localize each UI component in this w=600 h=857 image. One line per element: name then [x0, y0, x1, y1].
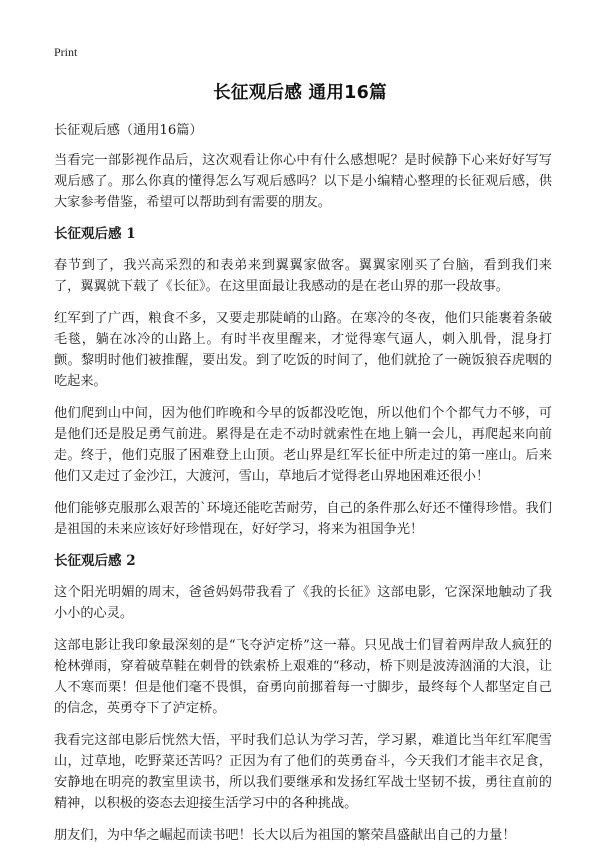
page-title: 长征观后感 通用16篇 [213, 83, 387, 103]
section-2-paragraph-2: 这部电影让我印象最深刻的是“飞夺泸定桥”这一幕。只见战士们冒着两岸敌人疯狂的枪林弹雨，穿着破草鞋在刺骨的铁索桥上艰难的“移动，桥下则是波涛汹涌的大浪，让人不寒而栗！但是他们毫不畏惧，奋勇向前挪着每一寸脚步，最终每个人都坚定自己的信念，英勇夺下了泸定桥。 [54, 638, 552, 716]
section-1-paragraph-4: 他们能够克服那么艰苦的`环境还能吃苦耐劳，自己的条件那么好还不懂得珍惜。我们是祖国的未来应该好好珍惜现在，好好学习，将来为祖国争光！ [54, 501, 552, 537]
section-1-paragraph-3: 他们爬到山中间，因为他们昨晚和今早的饭都没吃饱，所以他们个个都气力不够，可是他们还是股足勇气前进。累得是在走不动时就索性在地上躺一会儿，再爬起来向前走。终于，他们克服了困难登上山顶。老山界是红军长征中所走过的第一座山。后来他们又走过了金沙江，大渡河，雪山，草地后才觉得老山界地困难还很小！ [54, 406, 552, 484]
document-subtitle: 长征观后感（通用16篇） [54, 123, 203, 138]
section-2-paragraph-4: 朋友们，为中华之崛起而读书吧！长大以后为祖国的繁荣昌盛献出自己的力量！ [54, 828, 516, 843]
intro-paragraph: 当看完一部影视作品后，这次观看让你心中有什么感想呢？是时候静下心来好好写写观后感了。那么你真的懂得怎么写观后感吗？以下是小编精心整理的长征观后感，供大家参考借鉴，希望可以帮助到有需要的朋友。 [54, 153, 552, 210]
section-1-paragraph-2: 红军到了广西，粮食不多，又要走那陡峭的山路。在寒冷的冬夜，他们只能裹着条破毛毯，躺在冰冷的山路上。有时半夜里醒来，才觉得寒气逼人，刺入肌骨，混身打颤。黎明时他们被推醒，要出发。到了吃饭的时间了，他们就抢了一碗饭狼吞虎咽的吃起来。 [54, 311, 552, 389]
section-2-paragraph-3: 我看完这部电影后恍然大悟，平时我们总认为学习苦，学习累，难道比当年红军爬雪山，过草地，吃野菜还苦吗？正因为有了他们的英勇奋斗，今天我们才能丰衣足食，安静地在明亮的教室里读书，所以我们要继承和发扬红军战士坚韧不拔，勇往直前的精神，以积极的姿态去迎接生活学习中的各种挑战。 [54, 733, 552, 811]
section-2-paragraph-1: 这个阳光明媚的周末，爸爸妈妈带我看了《我的长征》这部电影，它深深地触动了我小小的心灵。 [54, 585, 552, 621]
document-body [54, 120, 552, 857]
section-1-paragraph-1: 春节到了，我兴高采烈的和表弟来到翼翼家做客。翼翼家刚买了台脑，看到我们来了，翼翼就下载了《长征》。在这里面最让我感动的是在老山界的那一段故事。 [54, 258, 552, 294]
print-label: Print [54, 45, 78, 59]
section-heading-2: 长征观后感 2 [54, 553, 136, 569]
section-heading-1: 长征观后感 1 [54, 226, 136, 242]
